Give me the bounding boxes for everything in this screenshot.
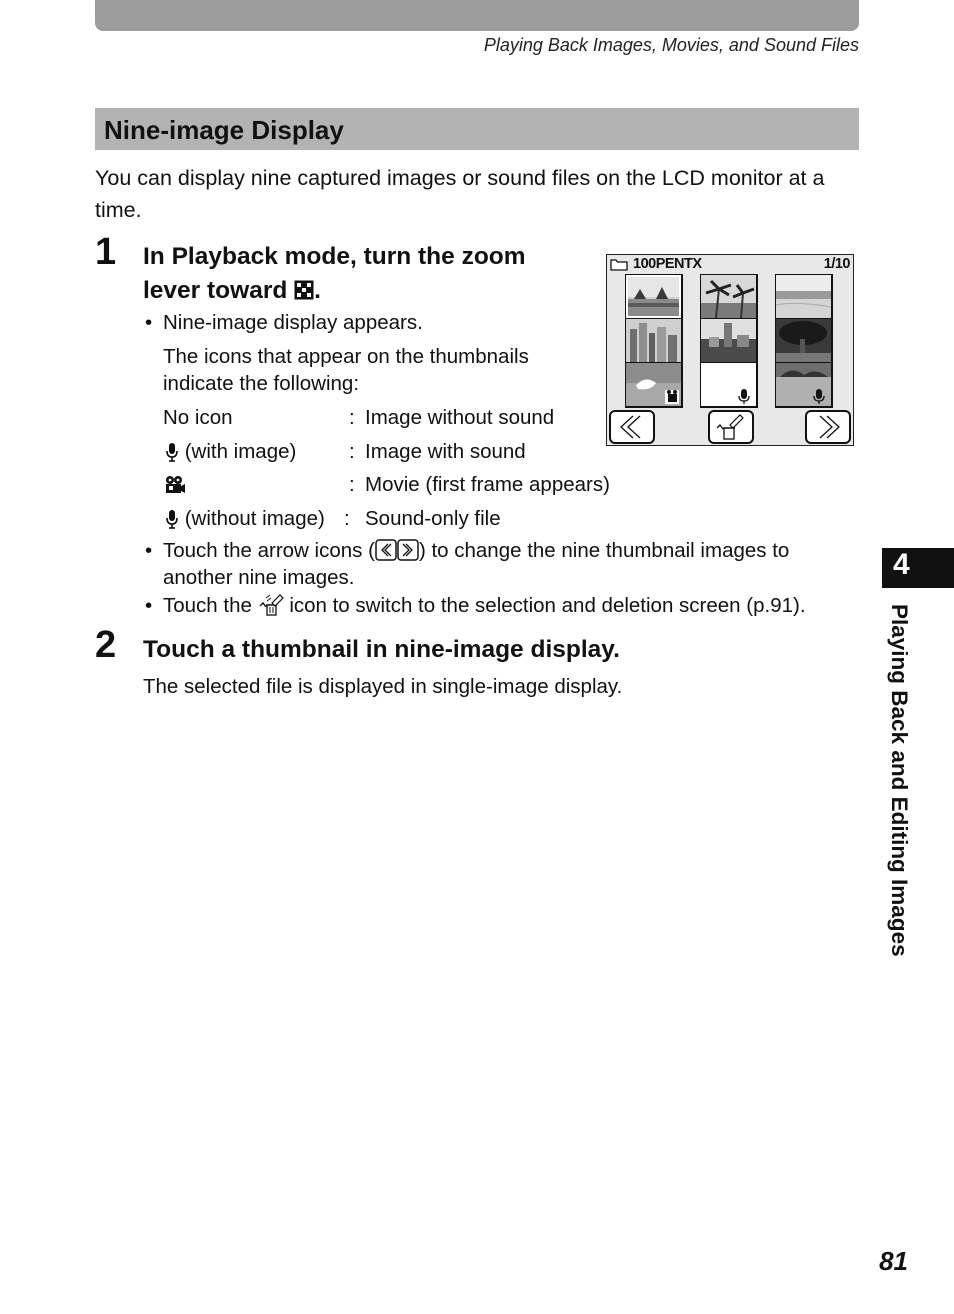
bullet-dot: • bbox=[145, 594, 153, 617]
legend-row-1-right: Image without sound bbox=[365, 406, 555, 429]
thumbnail-8[interactable] bbox=[701, 363, 756, 406]
legend-row-3-sep: : bbox=[349, 473, 355, 496]
step-2-body: The selected file is displayed in single-image display. bbox=[143, 675, 623, 698]
legend-row-1-left: No icon bbox=[163, 406, 233, 429]
lcd-folder-name: 100PENTX bbox=[633, 256, 702, 272]
legend-row-4-right: Sound-only file bbox=[365, 507, 501, 530]
select-delete-icon bbox=[258, 594, 284, 623]
thumbnail-column-3 bbox=[775, 274, 833, 408]
thumbnail-3[interactable] bbox=[776, 275, 831, 318]
lcd-select-delete-button[interactable] bbox=[708, 410, 754, 444]
intro-paragraph: You can display nine captured images or sound files on the LCD monitor at a time. bbox=[95, 166, 825, 222]
thumbnail-column-2 bbox=[700, 274, 758, 408]
prev-arrow-icon bbox=[375, 539, 397, 568]
microphone-icon bbox=[165, 509, 179, 536]
thumbnail-9[interactable] bbox=[776, 363, 831, 406]
legend-row-3-right: Movie (first frame appears) bbox=[365, 473, 610, 496]
page-number: 81 bbox=[879, 1246, 908, 1276]
thumbnail-1[interactable] bbox=[626, 275, 681, 318]
microphone-icon bbox=[165, 442, 179, 469]
lcd-prev-button[interactable] bbox=[609, 410, 655, 444]
section-header bbox=[95, 108, 859, 150]
legend-row-2-sep: : bbox=[349, 440, 355, 463]
bullet-nine-image: Nine-image display appears. bbox=[163, 311, 423, 334]
step-1-title-text: lever toward bbox=[143, 277, 288, 304]
bullet-select-text-before: Touch the bbox=[163, 594, 252, 617]
note-line-1: The icons that appear on the thumbnails bbox=[163, 345, 529, 368]
movie-camera-icon bbox=[164, 475, 186, 502]
legend-row-4-left: (without image) bbox=[184, 507, 325, 530]
legend-row-3 bbox=[164, 471, 186, 502]
step-1-title-line2 bbox=[143, 274, 321, 308]
legend-row-4-sep: : bbox=[344, 507, 350, 530]
bullet-arrow-text-after: ) to change the nine thumbnail images to bbox=[418, 539, 790, 562]
legend-row-2 bbox=[165, 438, 296, 469]
bullet-arrow-line2: another nine images. bbox=[163, 566, 355, 589]
thumbnail-6[interactable] bbox=[776, 319, 831, 362]
bullet-select-delete bbox=[163, 592, 806, 623]
legend-row-2-right: Image with sound bbox=[365, 440, 526, 463]
bullet-select-text-after: icon to switch to the selection and deletion screen (p.91). bbox=[289, 594, 806, 617]
thumbnail-column-1 bbox=[625, 274, 683, 408]
lcd-nine-image-screen bbox=[606, 254, 854, 446]
section-title: Nine-image Display bbox=[104, 115, 344, 145]
step-1-number: 1 bbox=[95, 231, 117, 273]
legend-row-4 bbox=[165, 505, 325, 536]
step-1-title-end: . bbox=[314, 277, 321, 304]
bullet-dot: • bbox=[145, 311, 153, 334]
bullet-dot: • bbox=[145, 539, 153, 562]
nine-grid-icon bbox=[294, 276, 314, 296]
next-arrow-icon bbox=[397, 539, 419, 568]
thumbnail-2[interactable] bbox=[701, 275, 756, 318]
note-line-2: indicate the following: bbox=[163, 372, 360, 395]
thumbnail-5[interactable] bbox=[701, 319, 756, 362]
chapter-title-vertical: Playing Back and Editing Images bbox=[887, 604, 912, 957]
step-2-number: 2 bbox=[95, 624, 117, 666]
thumbnail-7[interactable] bbox=[626, 363, 681, 406]
chapter-number: 4 bbox=[893, 548, 910, 581]
step-2-title: Touch a thumbnail in nine-image display. bbox=[143, 636, 620, 663]
top-bar bbox=[95, 0, 859, 31]
lcd-next-button[interactable] bbox=[805, 410, 851, 444]
legend-row-1-sep: : bbox=[349, 406, 355, 429]
legend-row-2-left: (with image) bbox=[184, 440, 297, 463]
bullet-arrow-text-before: Touch the arrow icons ( bbox=[163, 539, 375, 562]
running-head: Playing Back Images, Movies, and Sound Files bbox=[483, 35, 859, 55]
step-1-title-line1: In Playback mode, turn the zoom bbox=[143, 243, 526, 270]
lcd-image-count: 1/10 bbox=[823, 256, 850, 272]
thumbnail-4[interactable] bbox=[626, 319, 681, 362]
